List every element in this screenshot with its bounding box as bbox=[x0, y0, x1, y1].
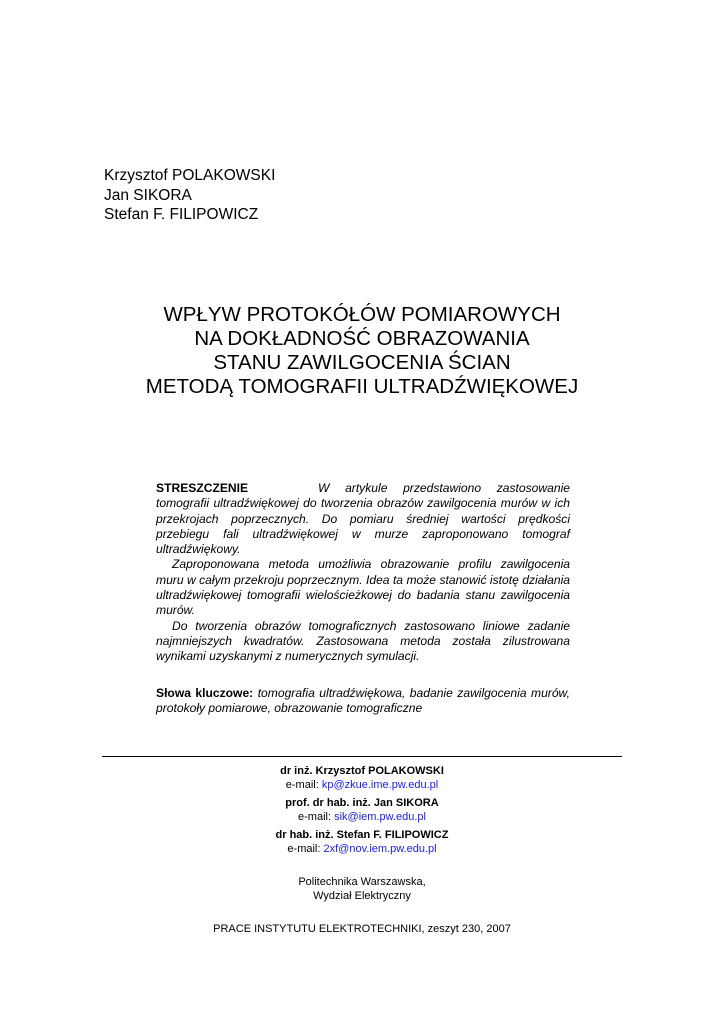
author-name: Stefan F. FILIPOWICZ bbox=[104, 206, 259, 223]
email-label: e-mail: bbox=[298, 811, 332, 823]
email-label: e-mail: bbox=[287, 843, 321, 855]
abstract-text: W artykule przedstawiono zastosowanie tomografii ultradźwiękowej do tworzenia obrazów zawilgocenia murów w ich przekrojach poprzecznych. Do pomiaru średniej wartości prędkości przebiegu fali ultradźwiękowej w murze zaproponowano tomograf ultradźwiękowy. bbox=[156, 481, 570, 557]
paper-title bbox=[100, 303, 624, 399]
title-line: METODĄ TOMOGRAFII ULTRADŹWIĘKOWEJ bbox=[145, 375, 579, 398]
affiliation-block bbox=[100, 796, 624, 824]
abstract-paragraph-2: Zaproponowana metoda umożliwia obrazowanie profilu zawilgocenia muru w całym przekroju poprzecznym. Idea ta może stanowić istotę działania ultradźwiękowej tomografii wielościeżkowej do badania stanu zawilgocenia murów. bbox=[156, 557, 570, 618]
affiliation-name: dr inż. Krzysztof POLAKOWSKI bbox=[280, 765, 444, 777]
keywords-label: Słowa kluczowe: bbox=[156, 686, 254, 700]
keywords bbox=[156, 686, 570, 717]
footnote-divider bbox=[102, 756, 622, 757]
abstract-label: STRESZCZENIE bbox=[156, 481, 249, 495]
journal-footer: PRACE INSTYTUTU ELEKTROTECHNIKI, zeszyt 230, 2007 bbox=[213, 923, 511, 935]
author-affiliations bbox=[100, 764, 624, 860]
affiliation-block bbox=[100, 764, 624, 792]
affiliation-email bbox=[100, 810, 624, 824]
institution-line: Wydział Elektryczny bbox=[313, 890, 411, 902]
title-line: WPŁYW PROTOKÓŁÓW POMIAROWYCH bbox=[163, 303, 561, 326]
keywords-text: tomografia ultradźwiękowa, badanie zawilgocenia murów, protokoły pomiarowe, obrazowanie tomograficzne bbox=[156, 686, 570, 716]
title-line: STANU ZAWILGOCENIA ŚCIAN bbox=[213, 351, 511, 374]
abstract-paragraph-3: Do tworzenia obrazów tomograficznych zastosowano liniowe zadanie najmniejszych kwadratów. Zastosowana metoda została zilustrowana wynikami uzyskanymi z numerycznych symulacji. bbox=[156, 618, 570, 664]
affiliation-email bbox=[100, 842, 624, 856]
author-name: Krzysztof POLAKOWSKI bbox=[104, 167, 276, 184]
affiliation-block bbox=[100, 828, 624, 856]
author-list bbox=[104, 166, 275, 225]
author-name: Jan SIKORA bbox=[104, 186, 192, 204]
email-label: e-mail: bbox=[285, 779, 319, 791]
affiliation-name: prof. dr hab. inż. Jan SIKORA bbox=[285, 797, 439, 809]
email-link[interactable]: kp@zkue.ime.pw.edu.pl bbox=[321, 779, 439, 791]
title-line: NA DOKŁADNOŚĆ OBRAZOWANIA bbox=[194, 327, 530, 350]
abstract bbox=[156, 481, 570, 665]
institution bbox=[100, 875, 624, 903]
email-link[interactable]: 2xf@nov.iem.pw.edu.pl bbox=[323, 843, 437, 855]
email-link[interactable]: sik@iem.pw.edu.pl bbox=[334, 811, 426, 823]
institution-line: Politechnika Warszawska, bbox=[298, 876, 426, 888]
affiliation-email bbox=[100, 778, 624, 792]
abstract-paragraph-1 bbox=[156, 481, 570, 557]
affiliation-name: dr hab. inż. Stefan F. FILIPOWICZ bbox=[275, 829, 449, 841]
